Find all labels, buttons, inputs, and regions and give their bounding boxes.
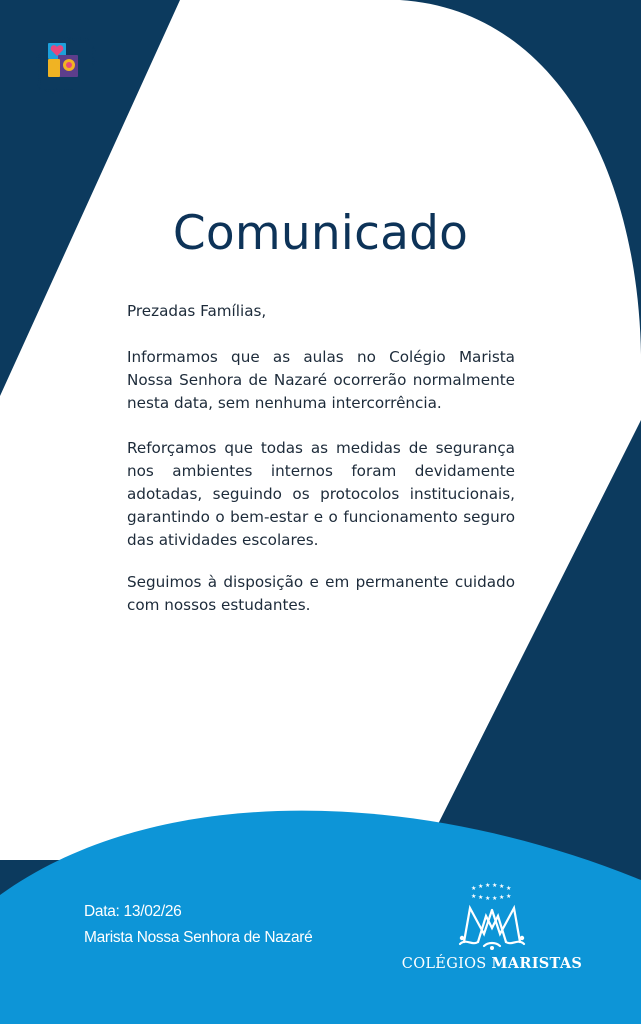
svg-text:★: ★ <box>478 894 484 901</box>
paragraph-1 <box>127 346 515 415</box>
logo-word-left: atemporais <box>35 53 43 90</box>
head-icon <box>63 59 75 71</box>
footer-school-name: Marista Nossa Senhora de Nazaré <box>84 929 313 946</box>
mentes-coracoes-logo <box>32 34 96 94</box>
mentes-coracoes-logo-art <box>32 34 96 94</box>
marist-monogram-icon <box>392 880 592 955</box>
brand-word-1: COLÉGIOS <box>401 956 487 972</box>
brand-word-2: MARISTAS <box>491 955 583 972</box>
footer-date: Data: 13/02/26 <box>84 903 182 920</box>
svg-text:★: ★ <box>506 885 512 892</box>
logo-word-right: atuais <box>90 46 98 66</box>
svg-text:★: ★ <box>499 883 505 890</box>
svg-text:★: ★ <box>506 893 512 900</box>
paragraph-2-text: Reforçamos que todas as medidas de segurança nos ambientes internos foram devidamente adotadas, seguindo os protocolos institucionais, garantindo o bem-estar e o funcionamento seguro das atividades escolares. <box>127 439 515 549</box>
svg-text:★: ★ <box>471 885 477 892</box>
logo-word-bottom: Corações <box>43 87 74 95</box>
colegios-maristas-logo <box>392 880 592 980</box>
greeting <box>127 300 515 323</box>
svg-text:★: ★ <box>471 893 477 900</box>
svg-text:★: ★ <box>478 883 484 890</box>
paragraph-3-text: Seguimos à disposição e em permanente cuidado com nossos estudantes. <box>127 573 515 614</box>
paragraph-3 <box>127 571 515 617</box>
svg-text:★: ★ <box>499 894 505 901</box>
brand-name <box>392 955 592 972</box>
logo-word-top: Mentes <box>66 35 90 43</box>
paragraph-1-text: Informamos que as aulas no Colégio Marista Nossa Senhora de Nazaré ocorrerão normalmente nesta data, sem nenhuma intercorrência. <box>127 348 515 412</box>
svg-text:★: ★ <box>492 882 498 889</box>
svg-text:★: ★ <box>485 882 491 889</box>
page-title: Comunicado <box>172 206 469 261</box>
svg-text:★: ★ <box>485 895 491 902</box>
greeting-text: Prezadas Famílias, <box>127 302 267 320</box>
paragraph-2 <box>127 437 515 552</box>
svg-text:★: ★ <box>492 895 498 902</box>
